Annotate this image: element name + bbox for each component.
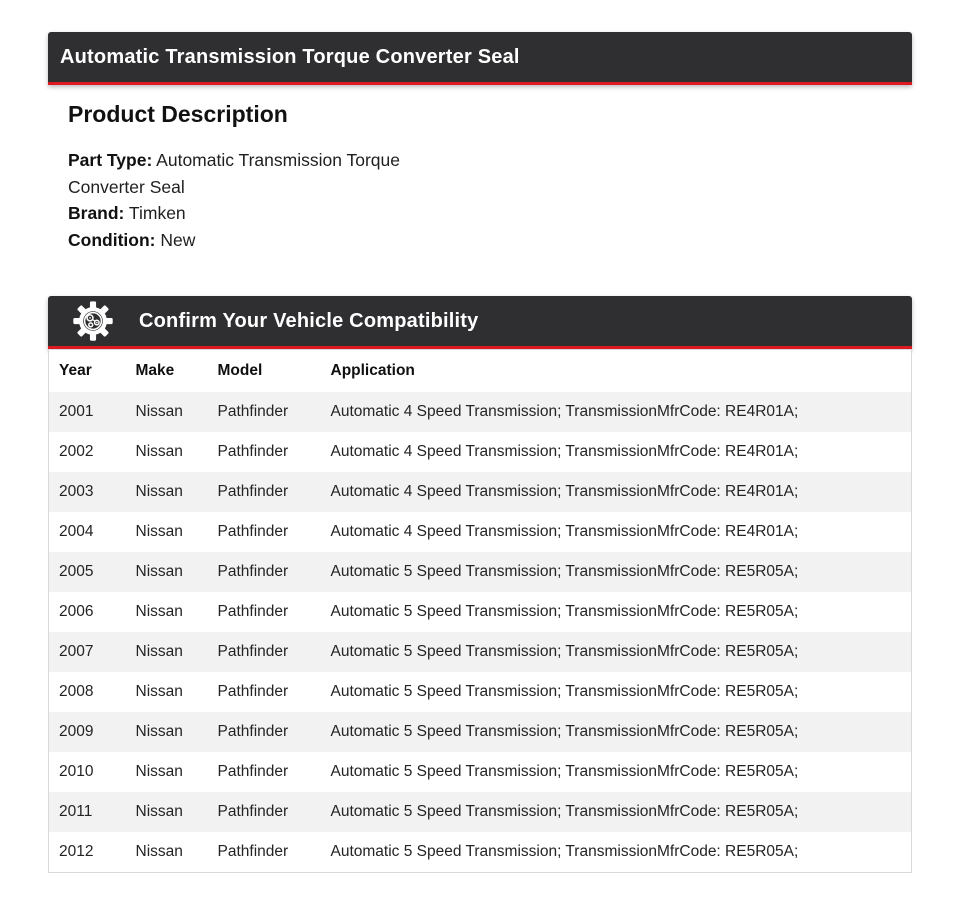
product-field: Part Type: Automatic Transmission Torque Converter Seal — [68, 150, 400, 197]
table-row — [49, 592, 912, 632]
table-cell: Pathfinder — [217, 683, 289, 700]
column-header-make: Make — [126, 350, 208, 393]
product-description-heading: Product Description — [68, 101, 288, 127]
table-cell: Automatic 4 Speed Transmission; TransmissionMfrCode: RE4R01A; — [330, 403, 799, 420]
table-row — [49, 472, 912, 512]
page-title: Automatic Transmission Torque Converter Seal — [60, 45, 520, 68]
table-cell: Automatic 5 Speed Transmission; TransmissionMfrCode: RE5R05A; — [330, 763, 799, 780]
table-cell: Pathfinder — [217, 723, 289, 740]
table-cell: Pathfinder — [217, 563, 289, 580]
field-label: Part Type: — [68, 150, 153, 170]
table-row — [49, 552, 912, 592]
table-cell: 2010 — [59, 763, 94, 780]
table-cell: Nissan — [135, 763, 183, 780]
compatibility-heading: Confirm Your Vehicle Compatibility — [139, 309, 479, 332]
product-field: Brand: Timken — [68, 203, 186, 223]
table-row — [49, 632, 912, 672]
table-cell: Automatic 4 Speed Transmission; TransmissionMfrCode: RE4R01A; — [330, 443, 799, 460]
table-cell: Automatic 5 Speed Transmission; TransmissionMfrCode: RE5R05A; — [330, 843, 799, 860]
compatibility-title-bar — [48, 296, 912, 349]
table-cell: Pathfinder — [217, 843, 289, 860]
table-cell: 2004 — [59, 523, 94, 540]
table-row — [49, 792, 912, 832]
table-cell: Pathfinder — [217, 603, 289, 620]
gear-icon — [72, 300, 114, 342]
table-cell: Pathfinder — [217, 443, 289, 460]
column-header-year: Year — [49, 350, 126, 393]
table-cell: Pathfinder — [217, 803, 289, 820]
vehicle-table-body — [49, 392, 912, 873]
field-label: Brand: — [68, 203, 125, 223]
table-cell: Nissan — [135, 523, 183, 540]
table-row — [49, 752, 912, 792]
table-row — [49, 832, 912, 873]
table-header-row — [49, 350, 912, 393]
table-row — [49, 392, 912, 432]
table-cell: Automatic 5 Speed Transmission; TransmissionMfrCode: RE5R05A; — [330, 563, 799, 580]
column-header-application: Application — [321, 350, 912, 393]
table-cell: Pathfinder — [217, 523, 289, 540]
table-cell: 2008 — [59, 683, 94, 700]
table-cell: Nissan — [135, 683, 183, 700]
table-cell: Automatic 5 Speed Transmission; TransmissionMfrCode: RE5R05A; — [330, 723, 799, 740]
table-cell: Pathfinder — [217, 483, 289, 500]
vehicle-compatibility-table — [48, 349, 912, 873]
table-cell: Automatic 5 Speed Transmission; TransmissionMfrCode: RE5R05A; — [330, 803, 799, 820]
table-cell: Nissan — [135, 723, 183, 740]
table-cell: Nissan — [135, 443, 183, 460]
table-cell: 2006 — [59, 603, 94, 620]
table-cell: Nissan — [135, 403, 183, 420]
table-cell: Automatic 5 Speed Transmission; TransmissionMfrCode: RE5R05A; — [330, 603, 799, 620]
table-cell: Automatic 4 Speed Transmission; TransmissionMfrCode: RE4R01A; — [330, 483, 799, 500]
column-header-model: Model — [208, 350, 321, 393]
product-title-bar — [48, 32, 912, 85]
table-cell: Pathfinder — [217, 403, 289, 420]
table-cell: Automatic 5 Speed Transmission; TransmissionMfrCode: RE5R05A; — [330, 683, 799, 700]
table-cell: Automatic 4 Speed Transmission; TransmissionMfrCode: RE4R01A; — [330, 523, 799, 540]
table-row — [49, 512, 912, 552]
table-cell: 2011 — [59, 803, 93, 820]
table-cell: 2012 — [59, 843, 94, 860]
table-cell: Nissan — [135, 603, 183, 620]
table-cell: 2003 — [59, 483, 94, 500]
table-cell: 2001 — [59, 403, 94, 420]
table-cell: 2007 — [59, 643, 94, 660]
table-cell: Automatic 5 Speed Transmission; TransmissionMfrCode: RE5R05A; — [330, 643, 799, 660]
table-row — [49, 712, 912, 752]
product-fields — [68, 147, 466, 253]
table-cell: Nissan — [135, 843, 183, 860]
table-cell: Nissan — [135, 803, 183, 820]
table-cell: Pathfinder — [217, 643, 289, 660]
table-cell: Pathfinder — [217, 763, 289, 780]
table-row — [49, 672, 912, 712]
table-cell: Nissan — [135, 643, 183, 660]
table-cell: 2009 — [59, 723, 94, 740]
product-field: Condition: New — [68, 229, 196, 250]
table-row — [49, 432, 912, 472]
table-cell: Nissan — [135, 483, 183, 500]
field-label: Condition: — [68, 229, 156, 250]
table-cell: 2002 — [59, 443, 94, 460]
table-cell: 2005 — [59, 563, 94, 580]
table-cell: Nissan — [135, 563, 183, 580]
